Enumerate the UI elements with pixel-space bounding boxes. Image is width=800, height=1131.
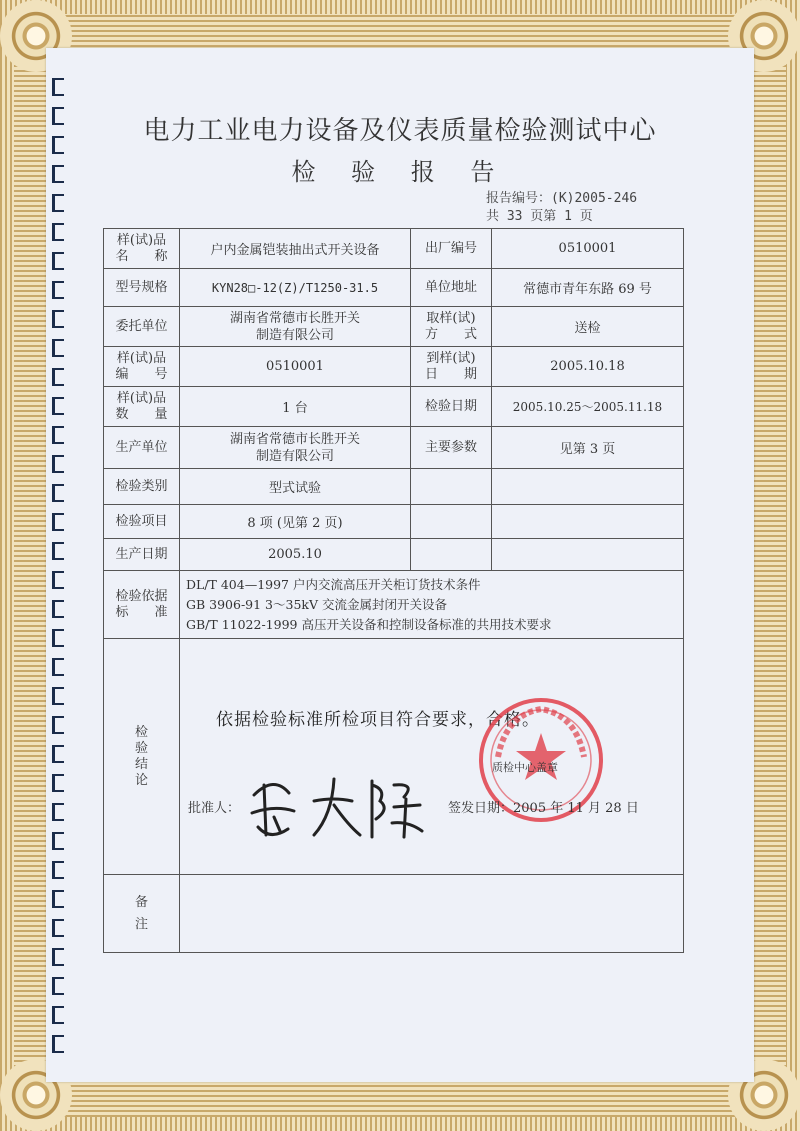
basis-item: DL/T 404—1997 户内交流高压开关柜订货技术条件 [186, 576, 481, 592]
sample-name-value: 户内金属铠装抽出式开关设备 [180, 229, 411, 269]
conclusion-cell [180, 639, 684, 875]
table-row [104, 539, 684, 571]
binder-hole-icon [52, 310, 64, 328]
conclusion-label: 检 验 结 论 [104, 639, 180, 875]
conclusion-text: 依据检验标准所检项目符合要求，合格。 [216, 710, 540, 730]
binder-hole-icon [52, 716, 64, 734]
maker-label: 生产单位 [104, 427, 180, 469]
sample-no-value: 0510001 [180, 347, 411, 387]
sample-no-label: 样(试)品 编 号 [104, 347, 180, 387]
table-row [104, 269, 684, 307]
factory-no-value: 0510001 [492, 229, 684, 269]
empty-cell [411, 539, 492, 571]
empty-cell [411, 505, 492, 539]
binder-hole-icon [52, 368, 64, 386]
params-label: 主要参数 [411, 427, 492, 469]
basis-list [180, 571, 684, 639]
table-row [104, 571, 684, 639]
binder-hole-icon [52, 861, 64, 879]
basis-item: GB 3906-91 3～35kV 交流金属封闭开关设备 [186, 596, 447, 612]
test-date-label: 检验日期 [411, 387, 492, 427]
maker-value: 湖南省常德市长胜开关 制造有限公司 [180, 427, 411, 469]
sample-name-label: 样(试)品 名 称 [104, 229, 180, 269]
binder-hole-icon [52, 774, 64, 792]
basis-item: GB/T 11022-1999 高压开关设备和控制设备标准的共用技术要求 [186, 616, 552, 632]
binder-hole-icon [52, 223, 64, 241]
category-label: 检验类别 [104, 469, 180, 505]
arrival-label: 到样(试) 日 期 [411, 347, 492, 387]
binder-hole-icon [52, 600, 64, 618]
report-title: 检 验 报 告 [291, 158, 509, 186]
report-table [103, 228, 684, 953]
binder-hole-icon [52, 890, 64, 908]
address-value: 常德市青年东路 69 号 [492, 269, 684, 307]
empty-cell [411, 469, 492, 505]
items-value: 8 项 (见第 2 页) [180, 505, 411, 539]
model-value: KYN28□-12(Z)/T1250-31.5 [180, 269, 411, 307]
conclusion-row [104, 639, 684, 875]
remarks-row [104, 875, 684, 953]
binder-holes [52, 78, 66, 1078]
table-row [104, 229, 684, 269]
binder-hole-icon [52, 339, 64, 357]
quantity-value: 1 台 [180, 387, 411, 427]
address-label: 单位地址 [411, 269, 492, 307]
binder-hole-icon [52, 1035, 64, 1053]
binder-hole-icon [52, 687, 64, 705]
page-count: 共 33 页第 1 页 [486, 209, 593, 224]
client-label: 委托单位 [104, 307, 180, 347]
sampling-value: 送检 [492, 307, 684, 347]
table-row [104, 347, 684, 387]
empty-cell [492, 469, 684, 505]
binder-hole-icon [52, 1006, 64, 1024]
stamp-label: 质检中心盖章 [492, 761, 558, 774]
remarks-label: 备 注 [104, 875, 180, 953]
org-title: 电力工业电力设备及仪表质量检验测试中心 [143, 116, 657, 146]
binder-hole-icon [52, 629, 64, 647]
quantity-label: 样(试)品 数 量 [104, 387, 180, 427]
approver-label: 批准人： [188, 801, 241, 816]
empty-cell [492, 539, 684, 571]
binder-hole-icon [52, 484, 64, 502]
empty-cell [492, 505, 684, 539]
params-value: 见第 3 页 [492, 427, 684, 469]
signature-icon [244, 765, 444, 845]
items-label: 检验项目 [104, 505, 180, 539]
sign-date: 签发日期：2005 年 11 月 28 日 [448, 801, 639, 816]
binder-hole-icon [52, 571, 64, 589]
category-value: 型式试验 [180, 469, 411, 505]
table-row [104, 427, 684, 469]
binder-hole-icon [52, 426, 64, 444]
prod-date-label: 生产日期 [104, 539, 180, 571]
binder-hole-icon [52, 281, 64, 299]
binder-hole-icon [52, 977, 64, 995]
sampling-label: 取样(试) 方 式 [411, 307, 492, 347]
binder-hole-icon [52, 542, 64, 560]
factory-no-label: 出厂编号 [411, 229, 492, 269]
table-row [104, 387, 684, 427]
binder-hole-icon [52, 252, 64, 270]
report-number: 报告编号：(K)2005-246 [486, 191, 638, 206]
binder-hole-icon [52, 832, 64, 850]
report-page [46, 48, 754, 1082]
binder-hole-icon [52, 455, 64, 473]
binder-hole-icon [52, 397, 64, 415]
binder-hole-icon [52, 78, 64, 96]
binder-hole-icon [52, 948, 64, 966]
prod-date-value: 2005.10 [180, 539, 411, 571]
binder-hole-icon [52, 513, 64, 531]
arrival-value: 2005.10.18 [492, 347, 684, 387]
table-row [104, 505, 684, 539]
table-row [104, 307, 684, 347]
model-label: 型号规格 [104, 269, 180, 307]
binder-hole-icon [52, 919, 64, 937]
report-meta [486, 190, 637, 226]
basis-label: 检验依据 标 准 [104, 571, 180, 639]
remarks-value [180, 875, 684, 953]
binder-hole-icon [52, 745, 64, 763]
binder-hole-icon [52, 658, 64, 676]
test-date-value: 2005.10.25～2005.11.18 [492, 387, 684, 427]
binder-hole-icon [52, 194, 64, 212]
binder-hole-icon [52, 803, 64, 821]
table-row [104, 469, 684, 505]
client-value: 湖南省常德市长胜开关 制造有限公司 [180, 307, 411, 347]
